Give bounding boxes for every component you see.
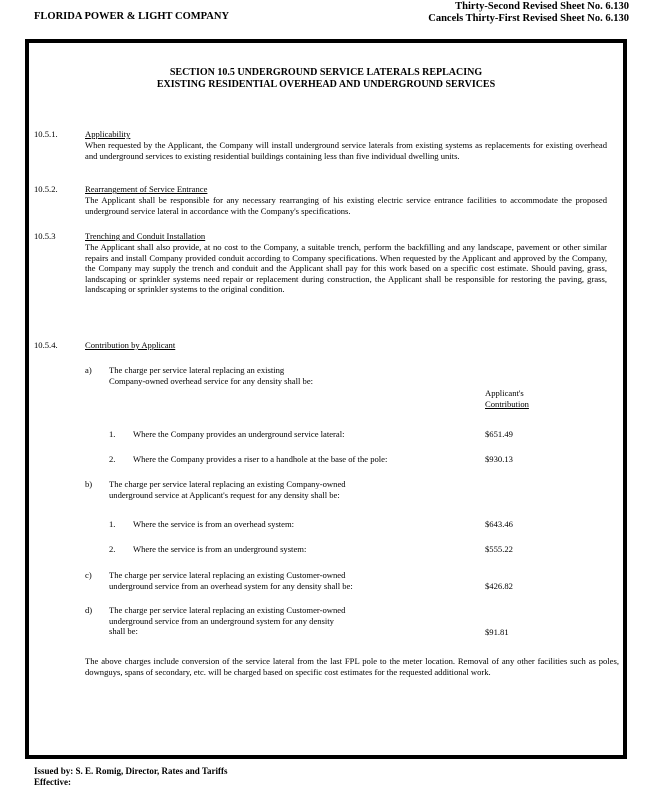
item-b1-number: 1. <box>109 519 116 529</box>
sheet-line-2: Cancels Thirty-First Revised Sheet No. 6.130 <box>428 13 629 24</box>
section-title <box>29 67 623 91</box>
item-d-text <box>109 605 345 637</box>
section-body: When requested by the Applicant, the Company will install underground service laterals from existing systems as replacements for existing overhead and underground services to existing residential buildings containing less than five individual dwelling units. <box>85 140 607 161</box>
item-c-line-2: underground service from an overhead system for any density shall be: <box>109 580 353 591</box>
column-header-line-1: Applicant's <box>485 388 524 398</box>
section-body: The Applicant shall be responsible for any necessary rearranging of his existing electric service entrance facilities to accommodate the proposed underground service lateral in accordance with the Company's specifications. <box>85 195 607 216</box>
item-d-letter: d) <box>85 605 93 615</box>
sheet-line-1: Thirty-Second Revised Sheet No. 6.130 <box>455 1 629 12</box>
section-number: 10.5.4. <box>34 340 58 350</box>
effective-date: Effective: <box>34 777 71 787</box>
item-b2-number: 2. <box>109 544 116 554</box>
item-a2-text: Where the Company provides a riser to a handhole at the base of the pole: <box>133 454 388 464</box>
item-c-amount: $426.82 <box>485 581 513 591</box>
item-d-amount: $91.81 <box>485 627 509 637</box>
item-a-text <box>109 365 313 386</box>
section-heading: Rearrangement of Service Entrance <box>85 184 208 194</box>
section-title-line-2: EXISTING RESIDENTIAL OVERHEAD AND UNDERGROUND SERVICES <box>156 79 496 90</box>
document-frame <box>25 39 627 759</box>
section-10-5-4 <box>34 340 619 740</box>
item-a2-number: 2. <box>109 454 116 464</box>
item-a-line-1: The charge per service lateral replacing an existing <box>109 365 285 375</box>
section-title-line-1: SECTION 10.5 UNDERGROUND SERVICE LATERALS REPLACING <box>169 67 483 78</box>
item-b-line-2: underground service at Applicant's request for any density shall be: <box>109 489 340 500</box>
item-b-line-1: The charge per service lateral replacing an existing Company-owned <box>109 479 346 489</box>
item-a1-number: 1. <box>109 429 116 439</box>
item-b-text <box>109 479 346 500</box>
issued-by: Issued by: S. E. Romig, Director, Rates and Tariffs <box>34 766 228 776</box>
footer <box>34 766 228 788</box>
item-a-letter: a) <box>85 365 92 375</box>
item-b2-text: Where the service is from an underground system: <box>133 544 307 554</box>
item-b1-text: Where the service is from an overhead system: <box>133 519 295 529</box>
item-a-line-2: Company-owned overhead service for any density shall be: <box>109 375 314 386</box>
section-heading: Trenching and Conduit Installation <box>85 231 206 241</box>
item-d-line-1: The charge per service lateral replacing an existing Customer-owned <box>109 605 346 615</box>
item-a1-text: Where the Company provides an underground service lateral: <box>133 429 345 439</box>
section-number: 10.5.1. <box>34 129 58 139</box>
item-c-letter: c) <box>85 570 92 580</box>
section-number: 10.5.2. <box>34 184 58 194</box>
item-a1-amount: $651.49 <box>485 429 513 439</box>
contribution-column-header <box>485 388 529 409</box>
item-d-line-2: underground service from an underground system for any density <box>109 615 334 626</box>
closing-paragraph: The above charges include conversion of the service lateral from the last FPL pole to the meter location. Removal of any other facilities such as poles, downguys, spans of secondary, etc. will be charged based on specific cost estimates for the requested additional work. <box>85 656 619 677</box>
item-b2-amount: $555.22 <box>485 544 513 554</box>
section-heading: Contribution by Applicant <box>85 340 176 350</box>
item-b1-amount: $643.46 <box>485 519 513 529</box>
item-c-line-1: The charge per service lateral replacing an existing Customer-owned <box>109 570 346 580</box>
sheet-number <box>428 1 629 25</box>
company-name: FLORIDA POWER & LIGHT COMPANY <box>34 11 230 22</box>
item-b-letter: b) <box>85 479 93 489</box>
column-header-line-2: Contribution <box>485 398 529 409</box>
item-a2-amount: $930.13 <box>485 454 513 464</box>
section-number: 10.5.3 <box>34 231 56 241</box>
section-heading: Applicability <box>85 129 131 139</box>
item-d-line-3: shall be: <box>109 626 138 637</box>
section-body: The Applicant shall also provide, at no cost to the Company, a suitable trench, perform the backfilling and any landscape, pavement or other similar repairs and install Company provided conduit according to Company specifications. When requested by the Applicant and approved by the Company, the Company may supply the trench and conduit and the Applicant shall pay for this work based on a specific cost estimate. Should paving, grass, landscaping or sprinkler systems need repair or replacement during construction, the Applicant shall be responsible for restoring the paving, grass, landscaping or sprinkler systems to the original condition. <box>85 242 607 295</box>
item-c-text <box>109 570 353 591</box>
